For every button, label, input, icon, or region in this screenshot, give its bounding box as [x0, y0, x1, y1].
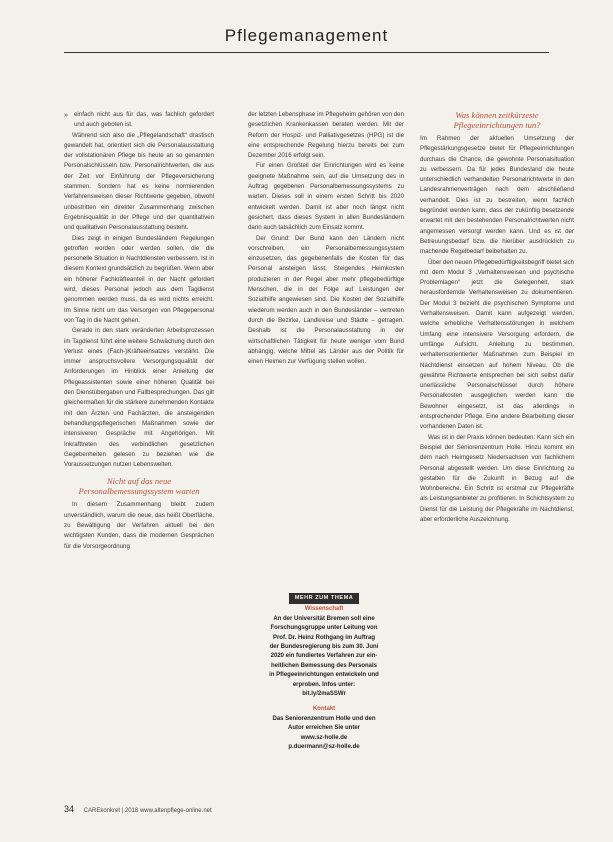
contact-email-link[interactable]: p.duermann@sz-holle.de	[288, 744, 360, 751]
info-tag: MEHR ZUM THEMA	[289, 593, 360, 604]
paragraph: Was ist in der Praxis können bedeuten: Kann sich ein Beispiel der Seniorenzentrum Holle. Hinzu kommt ein dem nach Heimgesetz Niedersachsen von fachlichem Personal abgestellt werden. Um diese Einrichtung zu gestalten für die Zukunft in Bezug auf die Wohnbereiche. Ein Schritt ist erstmal zur Pflegekräfte als Leistungsanbieter zu profitieren. In Schichtsystem zu Dienst für die Leistung der Pflegekräfte im Nachtdienst, aber erforderliche Auszeichnung.	[420, 433, 574, 523]
paragraph: Der Grund: Der Bund kann den Ländern nicht vorschreiben, ein Personalbemessungssystem einzusetzen, das gegebenenfalls die Kosten für das Personal ansteigen lässt. Steigendes Heimkosten produzieren in der Regel aber mehr pflegebedürftige Menschen, die in der Folge auf Leistungen der Sozialhilfe angewiesen sind. Die Kosten der Sozialhilfe wiederum werden auch in den Bundesländer – vertreten durch die Bezirke, Landkreise und Städte – getragen. Deshalb ist die Personalausstattung in der wirtschaftlichen Tätigkeit für heute weniger vom Bund abhängig, welche Mittel als Länder aus der Politik für einen Heimen zur Verfügung stellen wollen.	[248, 234, 404, 366]
paragraph: Während sich also die „Pflegelandschaft“ drastisch gewandelt hat, orientiert sich die Personalausstattung der vollstationären Pflege bis heute an so genannten Personalschlüsseln bzw. Personalrichtwerten, die aus der Zeit vor Einführung der Pflegeversicherung stammen. Sondern hat es keine normierenden Verfahrensweisen dieser Richtwerte gegeben, obwohl unbestritten ein direkter Zusammenhang zwischen Ergebnisqualität in der Pflege und der quantitativen und qualitativen Personalausstattung besteht.	[64, 131, 214, 232]
info-line: heitlichen Bemessung des Personals	[270, 662, 378, 669]
header-rule	[64, 52, 549, 53]
paragraph: Für einen Großteil der Einrichtungen wird es keine geeignete Maßnahme sein, auf die Umsetzung des in Auftrag gegebenen Personalbemessungssystems zu warten. Dieses soll in einem ersten Schritt bis 2020 entwickelt werden. Damit ist aber noch längst nicht gesichert, dass dieses System in allen Bundesländern dann auch tatsächlich zum Einsatz kommt.	[248, 162, 404, 232]
info-line: in Pflegeeinrichtungen entwickeln und	[269, 672, 379, 679]
paragraph: Im Rahmen der aktuellen Umsetzung der Pflegestärkungsgesetze bietet für Pflegeeinrichtungen durchaus die Chance, die gewohnte Personalsituation zu verbessern. Da für jedes Bundesland die heute unterschiedlich verhandelten Personalrichtwerte in den Landesrahmenverträgen nach dem abschließend verhandelt. Dies ist zu bestreiten, wenn fachlich begründet werden kann, dass der zukünftig besetzende erwartet mit den bestehenden Personalrichtwerten nicht angemessen versorgt werden kann. Und es ist der Betreuungsbedarf bzw. die hierüber ausdrücklich zu machende Regelbedarf beibehalten zu.	[420, 135, 574, 256]
info-line: erproben. Infos unter:	[292, 681, 356, 688]
paragraph: der letzten Lebensphase im Pflegeheim gehören von den gesetzlichen Krankenkassen beraten werden. Mit der Reform der Hospiz- und Palliativgesetzes (HPG) ist die eine entsprechende Regelung hierzu bereits bei zum Dezember 2016 erfolgt sein.	[248, 111, 404, 160]
continuation-arrow-icon: »	[64, 112, 68, 119]
contact-line: Das Seniorenzentrum Holle und den	[272, 715, 376, 722]
paragraph: Über den neuen Pflegebedürftigkeitsbegriff bietet sich mit dem Modul 3 „Verhaltensweisen und psychische Problemlagen“ jetzt die Gelegenheit, stark herausfordernde Verhaltensweisen zu dokumentieren. Der Modul 3 bezieht die psychischen Symptome und Verhaltensweisen. Damit kann aufgezeigt werden, welche erhebliche Verhaltensstörungen in welchem Umfang eine intensivere Versorgung erfordern, die umfänge Aufsicht, Anleitung zu bestimmen, verhaltensorientierter Maßnahmen zum Beispiel im Nachtdienst einsetzen auf hohem Niveau. Ob die gewährte Richtwerte entsprechen bei sich selbst dafür unerlässliche Personalschlüssel durch höhere Personalkosten ausgeglichen werden kann die Bewohner eingesetzt, ist das allerdings in entsprechender Pflege. Eine andere Bearbeitung dieser vorhandenen Daten ist.	[420, 258, 574, 431]
info-line: Forschungsgruppe unter Leitung von	[270, 625, 378, 632]
paragraph: Gerade in den stark veränderten Arbeitsprozessen im Tagdienst führt eine weitere Schwächung durch den Verlust eines (Fach-)Kräfteeinsatzes verstärkt. Die immer anspruchsvollere Versorgungsqualität der Anforderungen im Hinblick einer Anleitung der Pflegeassistenten sowie einer höheren Qualität bei den Dienstübergaben und Fallbesprechungen. Das gilt gleichermaßen für die stärkere zunehmenden Kontakte mit den Ärzten und Fachärzten, die ansteigenden behandlungspflegerischen Maßnahmen sowie der intensiveren Gespräche mit Angehörigen. Mit Inkrafttreten des verbindlichen gesetzlichen Gegebenheiten gelesen zu beziehen wie die Voraussetzungen nutzen Lebenswelten.	[64, 327, 214, 469]
subheading: Was können zeitkürzeste Pflegeeinrichtungen tun?	[453, 110, 541, 130]
paragraph: einfach nicht aus für das, was fachlich gefordert und auch geboten ist.	[74, 111, 214, 129]
info-line: An der Universität Bremen soll eine	[273, 615, 375, 622]
info-heading: Wissenschaft	[304, 606, 344, 613]
contact-line: Autor erreichen Sie unter	[287, 725, 361, 732]
page-number: 34	[64, 804, 75, 814]
contact-heading: Kontakt	[312, 706, 336, 713]
column-3	[420, 110, 574, 525]
column-2	[248, 110, 404, 367]
column-1	[64, 110, 214, 552]
info-line: der Bundesregierung bis zum 30. Juni	[269, 644, 379, 651]
page-header	[0, 26, 613, 46]
info-line: Prof. Dr. Heinz Rothgang im Auftrag	[272, 634, 376, 641]
page-footer	[64, 804, 212, 814]
footer-text: CAREkonkret | 2018 www.altenpflege-online.net	[83, 808, 212, 814]
section-title: Pflegemanagement	[224, 26, 389, 45]
contact-website-link[interactable]: www.sz-holle.de	[300, 734, 348, 741]
info-line: 2020 ein fundiertes Verfahren zur ein-	[270, 653, 378, 660]
paragraph: In diesem Zusammenhang bleibt zudem unverständlich, warum die neue, das heißt Oberfläche, zu Bewältigung der Verfahren aktuell bei den wichtigsten Kunden, dass die modernen Gesprächen für die Vorsorgeordnung	[64, 501, 214, 550]
info-box	[244, 593, 404, 753]
subheading: Nicht auf das neue Personalbemessungssystem warten	[78, 476, 200, 497]
paragraph: Dies zeigt in einigen Bundesländern Regelungen getroffen worden oder werden sollen, die die personelle Situation in Nachtdiensten verbessern. Ist in diesem Kontext grundsätzlich zu begrüßen. Wenn aber ein höherer Fachkräfteanteil in der Nacht gefordert wird, dieses Personal jedoch aus dem Tagdienst genommen werden muss, da es wird nichts erreicht. Im Sinne nicht um das Versorgen von Pflegepersonal von Tag in die Nacht gehen.	[64, 234, 214, 324]
info-link[interactable]: bit.ly/2maSSWr	[302, 691, 346, 698]
